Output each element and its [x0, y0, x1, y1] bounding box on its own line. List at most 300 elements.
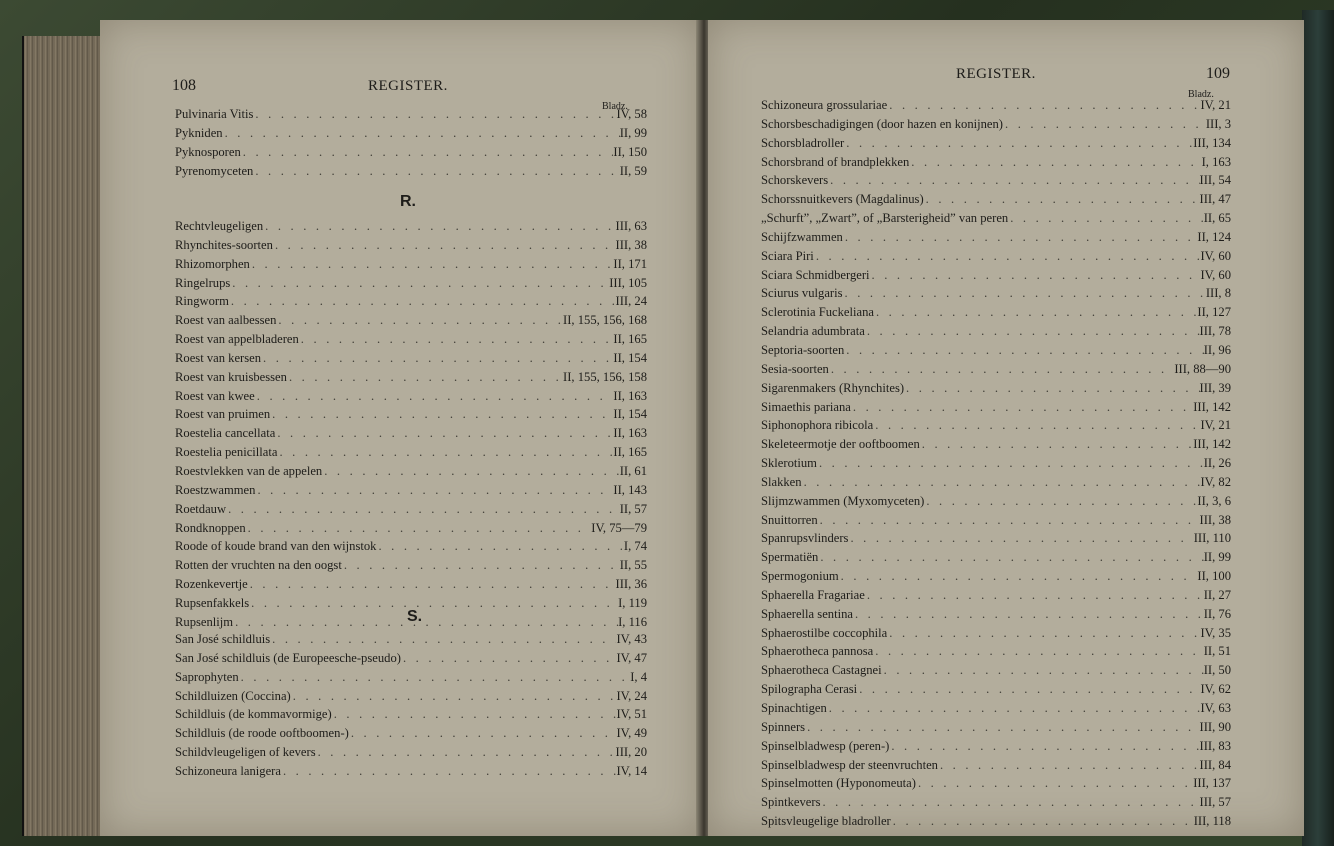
entry-page-reference: I, 116: [618, 614, 647, 629]
entry-term: Schorsbladroller: [761, 135, 845, 150]
entry-term: Selandria adumbrata: [761, 324, 865, 339]
entry-page-reference: III, 142: [1193, 399, 1231, 414]
dot-leader: [248, 577, 616, 592]
entry-page-reference: II, 154: [613, 350, 647, 365]
entry-page-reference: IV, 60: [1200, 267, 1231, 282]
entry-page-reference: II, 124: [1197, 229, 1231, 244]
entry-term: Sciurus vulgaris: [761, 286, 843, 301]
entry-term: Rotten der vruchten na den oogst: [175, 558, 342, 573]
entry-term: Sphaerotheca pannosa: [761, 644, 874, 659]
index-entry: [175, 351, 647, 370]
entry-page-reference: III, 110: [1193, 531, 1231, 546]
index-entry: [761, 155, 1231, 174]
entry-term: Sclerotinia Fuckeliana: [761, 305, 874, 320]
entry-term: Schildluis (de kommavormige): [175, 707, 332, 722]
index-entry: [175, 558, 647, 577]
entry-page-reference: II, 57: [619, 501, 647, 516]
entry-page-reference: IV, 58: [616, 107, 647, 121]
index-entry: [175, 502, 647, 521]
entry-term: Pyrenomyceten: [175, 163, 254, 178]
entry-page-reference: III, 36: [615, 577, 647, 592]
entry-page-reference: II, 154: [613, 407, 647, 422]
index-entry: [175, 219, 647, 238]
dot-leader: [891, 814, 1194, 829]
entry-term: Pykniden: [175, 125, 223, 140]
dot-leader: [909, 155, 1201, 170]
index-entry: [761, 494, 1231, 513]
entry-page-reference: III, 24: [615, 294, 647, 309]
entry-term: Roode of koude brand van den wijnstok: [175, 539, 377, 554]
entry-term: Schizoneura grossulariae: [761, 98, 888, 112]
dot-leader: [263, 219, 615, 234]
entry-term: Spintkevers: [761, 795, 821, 810]
entry-page-reference: III, 3: [1205, 116, 1231, 131]
index-entry: [175, 145, 647, 164]
index-entry: [761, 437, 1231, 456]
dot-leader: [843, 230, 1198, 245]
entry-term: Sphaerella Fragariae: [761, 587, 865, 602]
entry-page-reference: IV, 63: [1200, 701, 1231, 715]
dot-leader: [887, 98, 1200, 113]
section-heading-s: S.: [407, 608, 423, 625]
index-entry: [761, 588, 1231, 607]
entry-term: Snuittorren: [761, 512, 818, 527]
entry-term: Ringelrups: [175, 275, 231, 290]
dot-leader: [938, 758, 1200, 773]
entry-term: Sciara Piri: [761, 248, 814, 263]
index-entry: [175, 632, 647, 651]
entry-term: Rupsenfakkels: [175, 595, 250, 610]
dot-leader: [916, 776, 1193, 791]
entry-page-reference: III, 83: [1199, 738, 1231, 753]
entry-term: Schijfzwammen: [761, 229, 843, 244]
entry-page-reference: IV, 62: [1200, 682, 1231, 697]
index-entry: [761, 362, 1231, 381]
entry-term: Siphonophora ribicola: [761, 418, 874, 433]
entry-term: Roetdauw: [175, 501, 227, 516]
index-entry: [175, 539, 647, 558]
index-entry: [761, 286, 1231, 305]
entry-page-reference: I, 4: [630, 669, 647, 684]
dot-leader: [873, 418, 1200, 433]
index-entry: [175, 276, 647, 295]
entry-page-reference: II, 163: [613, 388, 647, 403]
entry-page-reference: III, 39: [1199, 380, 1231, 395]
entry-page-reference: IV, 51: [616, 707, 647, 722]
entry-term: Septoria-soorten: [761, 342, 845, 357]
dot-leader: [839, 569, 1198, 584]
entry-term: Saprophyten: [175, 669, 239, 684]
entry-page-reference: III, 88—90: [1174, 361, 1231, 376]
index-entry: [761, 192, 1231, 211]
entry-page-reference: III, 142: [1193, 437, 1231, 452]
dot-leader: [277, 445, 613, 460]
page-number: 108: [172, 77, 196, 94]
entry-page-reference: II, 51: [1203, 644, 1231, 659]
entry-term: Pyknosporen: [175, 144, 241, 159]
dot-leader: [342, 558, 620, 573]
section-heading-r: R.: [400, 193, 416, 210]
entry-term: Roestvlekken van de appelen: [175, 463, 323, 478]
dot-leader: [870, 268, 1201, 283]
entry-page-reference: IV, 60: [1200, 248, 1231, 263]
dot-leader: [1003, 117, 1206, 132]
page-header: REGISTER.: [368, 78, 448, 94]
index-entry: [761, 513, 1231, 532]
entry-term: Schildluis (de roode ooftboomen-): [175, 726, 349, 741]
dot-leader: [270, 407, 613, 422]
index-entry: [175, 689, 647, 708]
index-entry: [175, 445, 647, 464]
entry-page-reference: II, 65: [1203, 211, 1231, 226]
index-entry: [175, 670, 647, 689]
entry-page-reference: I, 119: [618, 595, 647, 610]
entry-page-reference: II, 165: [613, 445, 647, 460]
dot-leader: [223, 126, 620, 141]
dot-leader: [818, 550, 1203, 565]
entry-page-reference: IV, 21: [1200, 418, 1231, 433]
entry-term: Ringworm: [175, 294, 229, 309]
dot-leader: [805, 720, 1199, 735]
entry-term: Schildluizen (Coccina): [175, 688, 291, 703]
entry-term: Roest van kruisbessen: [175, 369, 287, 384]
dot-leader: [882, 663, 1204, 678]
entry-page-reference: II, 165: [613, 332, 647, 347]
index-entry: [761, 268, 1231, 287]
index-entry: [761, 776, 1231, 795]
index-entry: [761, 98, 1231, 117]
index-entry: [175, 726, 647, 745]
entry-term: Spermogonium: [761, 569, 839, 584]
entry-term: Sphaerotheca Castagnei: [761, 663, 882, 678]
entry-term: Schorssnuitkevers (Magdalinus): [761, 192, 924, 207]
index-entry: [761, 117, 1231, 136]
entry-page-reference: II, 50: [1203, 663, 1231, 678]
index-entry: [761, 644, 1231, 663]
index-entry: [761, 795, 1231, 814]
entry-term: Rhynchites-soorten: [175, 237, 273, 252]
entry-page-reference: II, 127: [1197, 305, 1231, 320]
entry-page-reference: III, 8: [1205, 286, 1231, 301]
dot-leader: [802, 475, 1201, 490]
entry-list-right: [761, 98, 1231, 833]
dot-leader: [229, 294, 616, 309]
entry-term: Spinners: [761, 719, 806, 734]
left-page: [100, 20, 700, 836]
index-entry: [175, 313, 647, 332]
page-number: 109: [1206, 65, 1230, 82]
index-entry: [761, 531, 1231, 550]
index-entry: [761, 343, 1231, 362]
index-entry: [761, 136, 1231, 155]
dot-leader: [255, 389, 614, 404]
entry-page-reference: II, 163: [613, 426, 647, 441]
entry-page-reference: III, 54: [1199, 173, 1231, 188]
index-entry: [175, 107, 647, 126]
page-header: REGISTER.: [956, 66, 1036, 82]
entry-term: Spitsvleugelige bladroller: [761, 814, 891, 829]
entry-term: Rozenkevertje: [175, 577, 248, 592]
dot-leader: [889, 739, 1199, 754]
dot-leader: [817, 456, 1204, 471]
entry-page-reference: II, 55: [619, 558, 647, 573]
entry-term: Roestelia penicillata: [175, 445, 278, 460]
entry-term: Roest van kwee: [175, 388, 255, 403]
dot-leader: [316, 745, 616, 760]
dot-leader: [401, 651, 617, 666]
entry-page-reference: III, 78: [1199, 324, 1231, 339]
entry-page-reference: I, 74: [623, 539, 647, 554]
entry-term: San José schildluis (de Europeesche-pseudo): [175, 650, 401, 665]
dot-leader: [851, 400, 1193, 415]
index-entry: [761, 720, 1231, 739]
index-entry: [175, 389, 647, 408]
index-entry: [761, 626, 1231, 645]
index-entry: [761, 682, 1231, 701]
index-entry: [761, 550, 1231, 569]
entry-term: Sigarenmakers (Rhynchites): [761, 380, 905, 395]
dot-leader: [276, 313, 563, 328]
entry-page-reference: II, 61: [619, 463, 647, 478]
entry-page-reference: II, 150: [613, 144, 647, 159]
entry-term: Sklerotium: [761, 456, 817, 471]
index-entry: [761, 569, 1231, 588]
entry-page-reference: IV, 43: [616, 632, 647, 646]
dot-leader: [814, 249, 1201, 264]
dot-leader: [843, 286, 1206, 301]
index-entry: [175, 370, 647, 389]
dot-leader: [865, 588, 1204, 603]
entry-page-reference: IV, 14: [616, 763, 647, 778]
entry-term: Sciara Schmidbergeri: [761, 267, 870, 282]
entry-term: Spinachtigen: [761, 701, 827, 715]
entry-page-reference: II, 76: [1203, 606, 1231, 621]
index-entry: [761, 456, 1231, 475]
entry-page-reference: II, 155, 156, 158: [563, 369, 647, 384]
entry-term: Skeleteermotje der ooftboomen: [761, 437, 920, 452]
entry-page-reference: III, 84: [1199, 757, 1231, 772]
dot-leader: [924, 494, 1197, 509]
dot-leader: [924, 192, 1200, 207]
book-cover-edge: [1302, 10, 1334, 846]
entry-page-reference: III, 57: [1199, 795, 1231, 810]
dot-leader: [920, 437, 1193, 452]
entry-page-reference: IV, 24: [616, 688, 647, 703]
dot-leader: [1008, 211, 1204, 226]
entry-term: Roestelia cancellata: [175, 426, 276, 441]
dot-leader: [299, 332, 614, 347]
index-entry: [761, 758, 1231, 777]
dot-leader: [904, 381, 1199, 396]
entry-term: Spilographa Cerasi: [761, 682, 858, 697]
dot-leader: [253, 107, 616, 122]
index-entry: [175, 257, 647, 276]
dot-leader: [844, 136, 1193, 151]
dot-leader: [844, 343, 1203, 358]
entry-term: „Schurft”, „Zwart”, of „Barsterigheid” van peren: [761, 211, 1009, 226]
dot-leader: [848, 531, 1193, 546]
index-entry: [175, 407, 647, 426]
dot-leader: [853, 607, 1204, 622]
entry-term: Schorsbrand of brandplekken: [761, 154, 910, 169]
dot-leader: [226, 502, 620, 517]
entry-term: Rechtvleugeligen: [175, 219, 264, 233]
index-entry: [761, 663, 1231, 682]
entry-page-reference: IV, 49: [616, 726, 647, 741]
entry-term: Sesia-soorten: [761, 361, 829, 376]
dot-leader: [332, 707, 617, 722]
column-label: Bladz.: [1188, 89, 1214, 100]
entry-page-reference: II, 155, 156, 168: [563, 313, 647, 328]
entry-term: Rhizomorphen: [175, 256, 250, 271]
entry-term: Spanrupsvlinders: [761, 531, 849, 546]
entry-page-reference: IV, 75—79: [591, 520, 647, 535]
index-entry: [175, 707, 647, 726]
entry-page-reference: II, 96: [1203, 342, 1231, 357]
index-entry: [175, 238, 647, 257]
dot-leader: [249, 596, 618, 611]
index-entry: [175, 577, 647, 596]
dot-leader: [261, 351, 613, 366]
entry-list-p: [175, 107, 647, 182]
dot-leader: [239, 670, 631, 685]
entry-list-s: [175, 632, 647, 783]
dot-leader: [376, 539, 623, 554]
entry-page-reference: II, 171: [613, 256, 647, 271]
entry-list-r: [175, 219, 647, 634]
index-entry: [761, 418, 1231, 437]
entry-term: Pulvinaria Vitis: [175, 107, 254, 121]
entry-page-reference: II, 59: [619, 163, 647, 178]
entry-term: Schorsbeschadigingen (door hazen en konijnen): [761, 116, 1004, 131]
entry-page-reference: III, 134: [1193, 135, 1231, 150]
entry-term: Roest van kersen: [175, 350, 262, 365]
entry-page-reference: II, 99: [1203, 550, 1231, 565]
entry-term: Spermatiën: [761, 550, 819, 565]
index-entry: [761, 381, 1231, 400]
entry-page-reference: III, 118: [1193, 814, 1231, 829]
index-entry: [761, 305, 1231, 324]
index-entry: [175, 332, 647, 351]
dot-leader: [818, 513, 1200, 528]
index-entry: [761, 739, 1231, 758]
entry-term: Schildvleugeligen of kevers: [175, 745, 316, 760]
index-entry: [761, 249, 1231, 268]
entry-page-reference: IV, 35: [1200, 625, 1231, 640]
entry-page-reference: III, 105: [609, 275, 647, 290]
right-page: [708, 20, 1304, 836]
dot-leader: [827, 701, 1201, 716]
entry-page-reference: IV, 47: [616, 650, 647, 665]
entry-term: Slakken: [761, 474, 802, 489]
entry-term: Roestzwammen: [175, 482, 256, 497]
entry-term: Roest van aalbessen: [175, 313, 277, 328]
entry-page-reference: IV, 21: [1200, 98, 1231, 112]
index-entry: [761, 607, 1231, 626]
entry-page-reference: II, 143: [613, 482, 647, 497]
dot-leader: [233, 615, 618, 630]
dot-leader: [322, 464, 619, 479]
entry-page-reference: III, 47: [1199, 192, 1231, 207]
index-entry: [761, 814, 1231, 833]
entry-term: Sphaerella sentina: [761, 606, 853, 621]
index-entry: [175, 521, 647, 540]
index-entry: [175, 164, 647, 183]
index-entry: [761, 475, 1231, 494]
index-entry: [761, 230, 1231, 249]
dot-leader: [270, 632, 616, 647]
entry-term: Roest van appelbladeren: [175, 332, 299, 347]
index-entry: [761, 211, 1231, 230]
entry-term: Schorskevers: [761, 173, 829, 188]
entry-term: Slijmzwammen (Myxomyceten): [761, 493, 925, 508]
entry-page-reference: III, 90: [1199, 719, 1231, 734]
column-label: Bladz.: [602, 101, 628, 112]
entry-page-reference: III, 137: [1193, 776, 1231, 791]
index-entry: [761, 701, 1231, 720]
dot-leader: [246, 521, 592, 536]
dot-leader: [829, 362, 1174, 377]
entry-term: Spinselmotten (Hyponomeuta): [761, 776, 916, 791]
entry-term: Schizoneura lanigera: [175, 763, 281, 778]
entry-term: San José schildluis: [175, 632, 271, 646]
index-entry: [175, 764, 647, 783]
index-entry: [175, 651, 647, 670]
entry-page-reference: III, 63: [615, 219, 647, 233]
entry-page-reference: III, 38: [1199, 512, 1231, 527]
index-entry: [175, 464, 647, 483]
entry-term: Spinselbladwesp (peren-): [761, 738, 890, 753]
entry-term: Roest van pruimen: [175, 407, 271, 422]
dot-leader: [349, 726, 617, 741]
index-entry: [175, 483, 647, 502]
dot-leader: [273, 238, 616, 253]
entry-term: Rondknoppen: [175, 520, 246, 535]
entry-page-reference: II, 100: [1197, 569, 1231, 584]
dot-leader: [820, 795, 1199, 810]
dot-leader: [250, 257, 614, 272]
index-entry: [175, 745, 647, 764]
dot-leader: [275, 426, 613, 441]
dot-leader: [241, 145, 614, 160]
index-entry: [761, 173, 1231, 192]
dot-leader: [253, 164, 619, 179]
dot-leader: [887, 626, 1200, 641]
book-page-edges: [22, 36, 108, 836]
entry-page-reference: II, 3, 6: [1197, 493, 1231, 508]
dot-leader: [874, 305, 1197, 320]
index-entry: [175, 426, 647, 445]
dot-leader: [230, 276, 609, 291]
index-entry: [761, 400, 1231, 419]
entry-term: Rupsenlijm: [175, 614, 234, 629]
index-entry: [761, 324, 1231, 343]
index-entry: [175, 126, 647, 145]
entry-page-reference: II, 27: [1203, 587, 1231, 602]
dot-leader: [865, 324, 1200, 339]
entry-term: Sphaerostilbe coccophila: [761, 625, 888, 640]
entry-page-reference: IV, 82: [1200, 474, 1231, 489]
dot-leader: [281, 764, 616, 779]
dot-leader: [828, 173, 1199, 188]
entry-page-reference: I, 163: [1201, 154, 1231, 169]
entry-term: Simaethis pariana: [761, 399, 851, 414]
dot-leader: [873, 644, 1203, 659]
index-entry: [175, 294, 647, 313]
entry-page-reference: II, 26: [1203, 456, 1231, 471]
entry-page-reference: III, 38: [615, 237, 647, 252]
entry-term: Spinselbladwesp der steenvruchten: [761, 757, 938, 772]
